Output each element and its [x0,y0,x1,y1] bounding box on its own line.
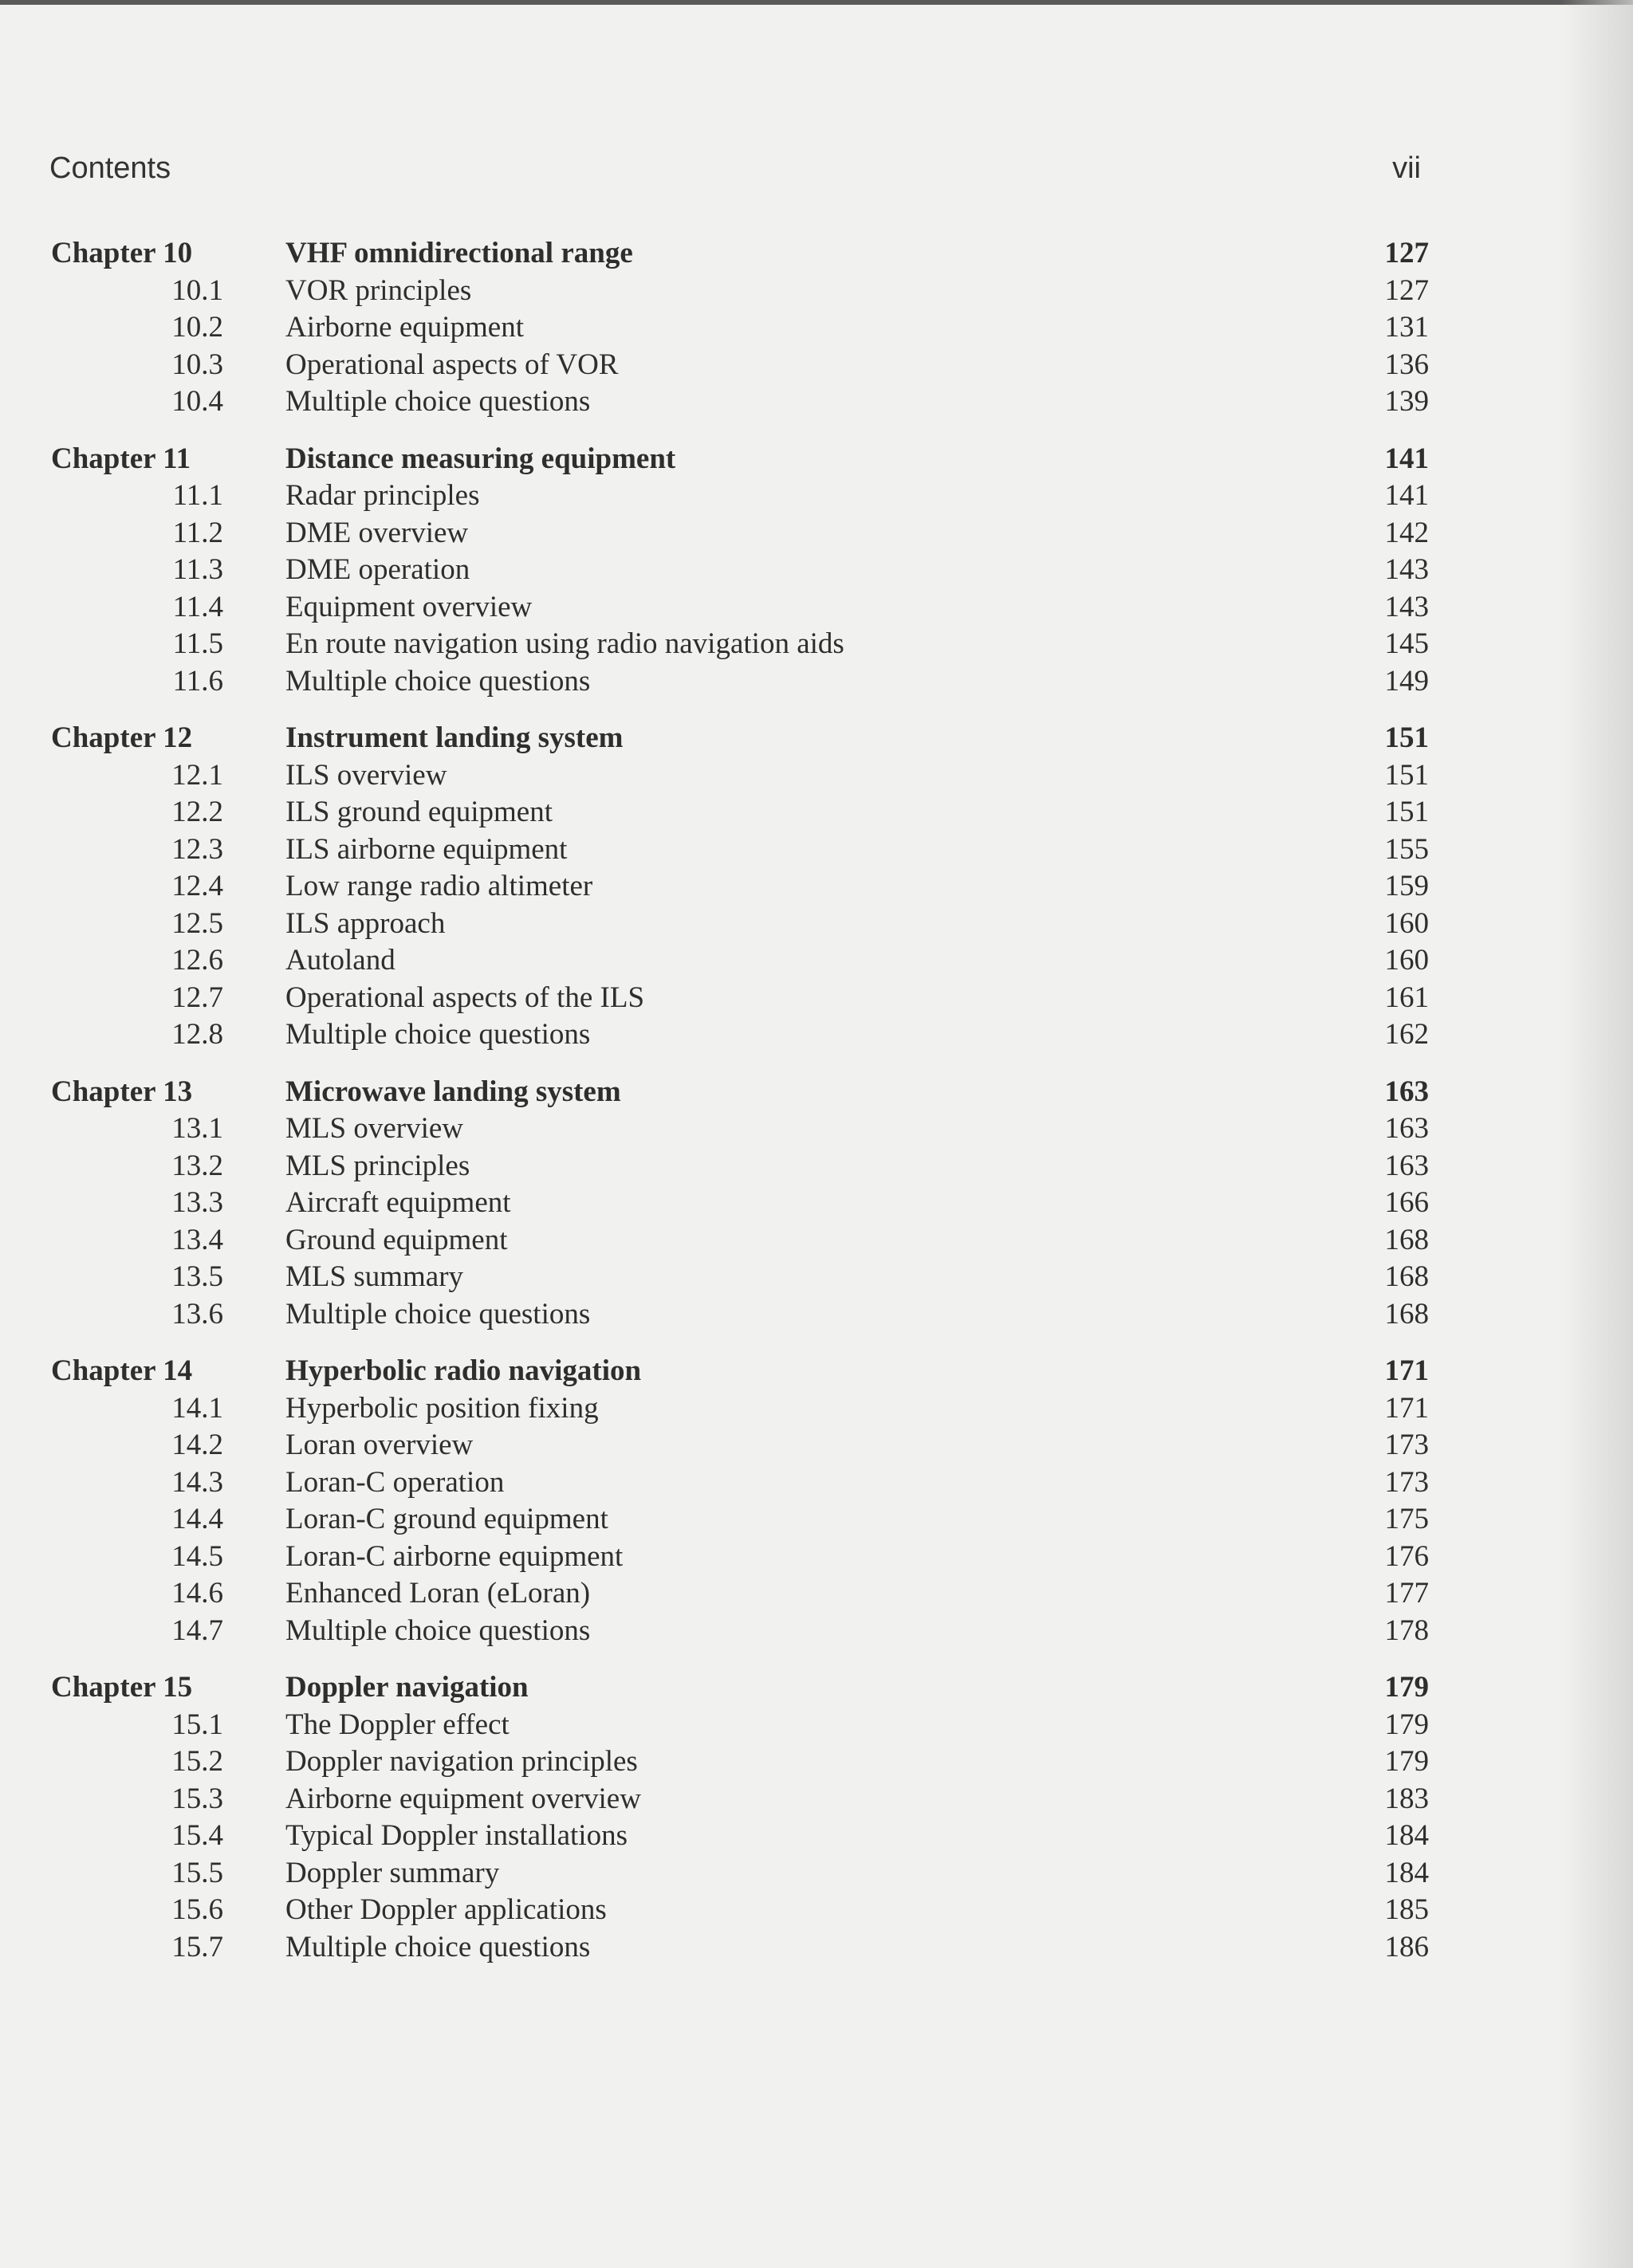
section-row [0,383,1633,421]
section-title: Multiple choice questions [285,1297,591,1331]
section-row [0,515,1633,552]
chapter-title: Hyperbolic radio navigation [285,1354,642,1387]
section-row [0,1539,1633,1576]
chapter-page-number: 151 [1384,721,1429,754]
section-title: Multiple choice questions [285,1018,591,1051]
section-page-number: 151 [1384,796,1429,828]
section-number: 12.3 [171,832,223,866]
section-page-number: 161 [1384,981,1429,1014]
section-number: 11.3 [172,553,223,586]
chapter-page-number: 171 [1384,1354,1429,1387]
section-title: Multiple choice questions [285,1614,591,1647]
section-page-number: 162 [1384,1018,1429,1051]
section-row [0,1110,1633,1148]
section-number: 14.6 [171,1577,223,1610]
section-title: Aircraft equipment [285,1186,511,1219]
chapter-block [0,441,1633,701]
section-row [0,1707,1633,1744]
section-page-number: 171 [1384,1391,1429,1425]
chapter-heading-row [0,1669,1633,1707]
section-number: 12.5 [171,906,223,940]
section-row [0,794,1633,831]
chapter-title: Microwave landing system [285,1075,621,1108]
section-title: Loran overview [285,1429,474,1461]
section-row [0,1743,1633,1781]
section-page-number: 177 [1384,1577,1429,1610]
section-number: 12.1 [171,758,223,792]
section-row [0,1501,1633,1539]
section-title: ILS ground equipment [285,796,553,828]
section-title: ILS airborne equipment [285,832,568,866]
section-title: Loran-C ground equipment [285,1503,608,1535]
section-number: 15.6 [171,1893,223,1926]
section-title: Multiple choice questions [285,1930,591,1963]
section-number: 10.3 [171,348,223,381]
section-number: 15.7 [171,1930,223,1963]
section-title: MLS principles [285,1149,470,1182]
section-number: 10.2 [171,311,223,344]
section-page-number: 173 [1384,1429,1429,1461]
chapter-title: Distance measuring equipment [285,442,676,475]
chapter-heading-row [0,1353,1633,1390]
section-page-number: 139 [1384,385,1429,418]
section-page-number: 186 [1384,1930,1429,1963]
section-title: The Doppler effect [285,1708,510,1741]
section-title: ILS overview [285,758,447,792]
section-row [0,1781,1633,1818]
chapter-block [0,1074,1633,1334]
section-number: 12.6 [171,944,223,977]
section-row [0,831,1633,869]
section-number: 11.4 [172,590,223,623]
section-number: 15.5 [171,1856,223,1889]
section-number: 14.2 [171,1429,223,1461]
running-head [49,151,1421,191]
section-page-number: 159 [1384,870,1429,902]
section-row [0,1427,1633,1464]
chapter-block [0,720,1633,1054]
section-row [0,1296,1633,1334]
section-row [0,1222,1633,1260]
chapter-label: Chapter 11 [51,442,191,475]
section-title: Radar principles [285,479,480,512]
section-page-number: 131 [1384,311,1429,344]
section-title: Hyperbolic position fixing [285,1391,599,1425]
chapter-heading-row [0,720,1633,757]
section-title: Autoland [285,944,395,977]
section-row [0,1818,1633,1855]
section-row [0,1016,1633,1054]
section-number: 11.1 [172,479,223,512]
section-page-number: 143 [1384,553,1429,586]
running-head-title: Contents [49,151,171,185]
section-title: Operational aspects of VOR [285,348,619,381]
section-title: Equipment overview [285,590,533,623]
section-row [0,663,1633,701]
section-number: 14.1 [171,1391,223,1425]
table-of-contents [0,235,1633,1986]
section-page-number: 185 [1384,1893,1429,1926]
chapter-page-number: 163 [1384,1075,1429,1108]
chapter-heading-row [0,235,1633,273]
section-title: VOR principles [285,273,472,307]
chapter-label: Chapter 10 [51,237,193,269]
section-row [0,942,1633,980]
section-page-number: 184 [1384,1856,1429,1889]
chapter-label: Chapter 14 [51,1354,193,1387]
section-page-number: 160 [1384,944,1429,977]
section-page-number: 143 [1384,590,1429,623]
section-number: 14.5 [171,1539,223,1573]
section-page-number: 160 [1384,906,1429,940]
section-title: MLS summary [285,1260,464,1293]
section-row [0,1259,1633,1296]
section-row [0,1390,1633,1428]
page-top-edge [0,0,1633,5]
section-page-number: 168 [1384,1297,1429,1331]
section-number: 15.1 [171,1708,223,1741]
chapter-title: VHF omnidirectional range [285,237,633,269]
chapter-heading-row [0,441,1633,478]
section-title: MLS overview [285,1112,463,1145]
section-title: Loran-C airborne equipment [285,1539,624,1573]
section-page-number: 145 [1384,627,1429,660]
section-row [0,1185,1633,1222]
chapter-title: Instrument landing system [285,721,624,754]
section-number: 10.1 [171,273,223,307]
chapter-block [0,1669,1633,1966]
section-number: 12.4 [171,870,223,902]
section-row [0,273,1633,310]
section-title: Other Doppler applications [285,1893,607,1926]
section-page-number: 155 [1384,832,1429,866]
section-number: 13.1 [171,1112,223,1145]
section-row [0,347,1633,384]
section-title: Ground equipment [285,1223,508,1256]
section-page-number: 149 [1384,664,1429,698]
section-row [0,980,1633,1017]
section-row [0,1148,1633,1185]
chapter-label: Chapter 12 [51,721,193,754]
section-page-number: 142 [1384,516,1429,549]
section-row [0,1929,1633,1967]
section-number: 13.4 [171,1223,223,1256]
section-number: 12.2 [171,796,223,828]
section-number: 13.2 [171,1149,223,1182]
section-number: 13.3 [171,1186,223,1219]
section-page-number: 173 [1384,1465,1429,1499]
section-title: Airborne equipment [285,311,524,344]
section-page-number: 179 [1384,1745,1429,1778]
section-row [0,478,1633,515]
section-number: 14.3 [171,1465,223,1499]
section-row [0,1892,1633,1929]
chapter-label: Chapter 15 [51,1671,193,1704]
section-number: 11.2 [172,516,223,549]
section-title: Airborne equipment overview [285,1782,641,1815]
section-number: 11.6 [172,664,223,698]
section-page-number: 176 [1384,1539,1429,1573]
section-page-number: 168 [1384,1223,1429,1256]
section-title: En route navigation using radio navigation aids [285,627,844,660]
section-page-number: 175 [1384,1503,1429,1535]
section-title: Low range radio altimeter [285,870,593,902]
section-page-number: 127 [1384,273,1429,307]
section-number: 15.3 [171,1782,223,1815]
chapter-heading-row [0,1074,1633,1111]
page-number: vii [1392,151,1421,185]
section-number: 15.4 [171,1819,223,1852]
section-row [0,552,1633,589]
section-title: Doppler summary [285,1856,500,1889]
chapter-title: Doppler navigation [285,1671,529,1704]
chapter-block [0,1353,1633,1649]
section-page-number: 168 [1384,1260,1429,1293]
section-number: 13.5 [171,1260,223,1293]
section-title: Enhanced Loran (eLoran) [285,1577,591,1610]
section-page-number: 151 [1384,758,1429,792]
section-page-number: 141 [1384,479,1429,512]
section-title: ILS approach [285,906,446,940]
section-row [0,1464,1633,1502]
section-page-number: 178 [1384,1614,1429,1647]
section-row [0,1613,1633,1650]
chapter-label: Chapter 13 [51,1075,193,1108]
section-row [0,757,1633,795]
section-number: 12.7 [171,981,223,1014]
section-number: 14.4 [171,1503,223,1535]
chapter-page-number: 127 [1384,237,1429,269]
section-number: 11.5 [172,627,223,660]
chapter-page-number: 179 [1384,1671,1429,1704]
section-page-number: 179 [1384,1708,1429,1741]
section-title: Loran-C operation [285,1465,505,1499]
section-page-number: 166 [1384,1186,1429,1219]
section-row [0,868,1633,906]
section-title: Multiple choice questions [285,664,591,698]
section-page-number: 163 [1384,1112,1429,1145]
section-title: Typical Doppler installations [285,1819,628,1852]
section-number: 10.4 [171,385,223,418]
section-page-number: 163 [1384,1149,1429,1182]
section-number: 12.8 [171,1018,223,1051]
section-row [0,309,1633,347]
section-number: 14.7 [171,1614,223,1647]
section-number: 15.2 [171,1745,223,1778]
section-title: DME overview [285,516,469,549]
section-title: DME operation [285,553,470,586]
section-row [0,1855,1633,1893]
section-row [0,589,1633,627]
section-title: Doppler navigation principles [285,1745,638,1778]
section-page-number: 184 [1384,1819,1429,1852]
section-page-number: 183 [1384,1782,1429,1815]
section-title: Multiple choice questions [285,385,591,418]
section-row [0,906,1633,943]
section-row [0,1575,1633,1613]
chapter-block [0,235,1633,421]
section-number: 13.6 [171,1297,223,1331]
section-row [0,626,1633,663]
section-page-number: 136 [1384,348,1429,381]
chapter-page-number: 141 [1384,442,1429,475]
section-title: Operational aspects of the ILS [285,981,645,1014]
